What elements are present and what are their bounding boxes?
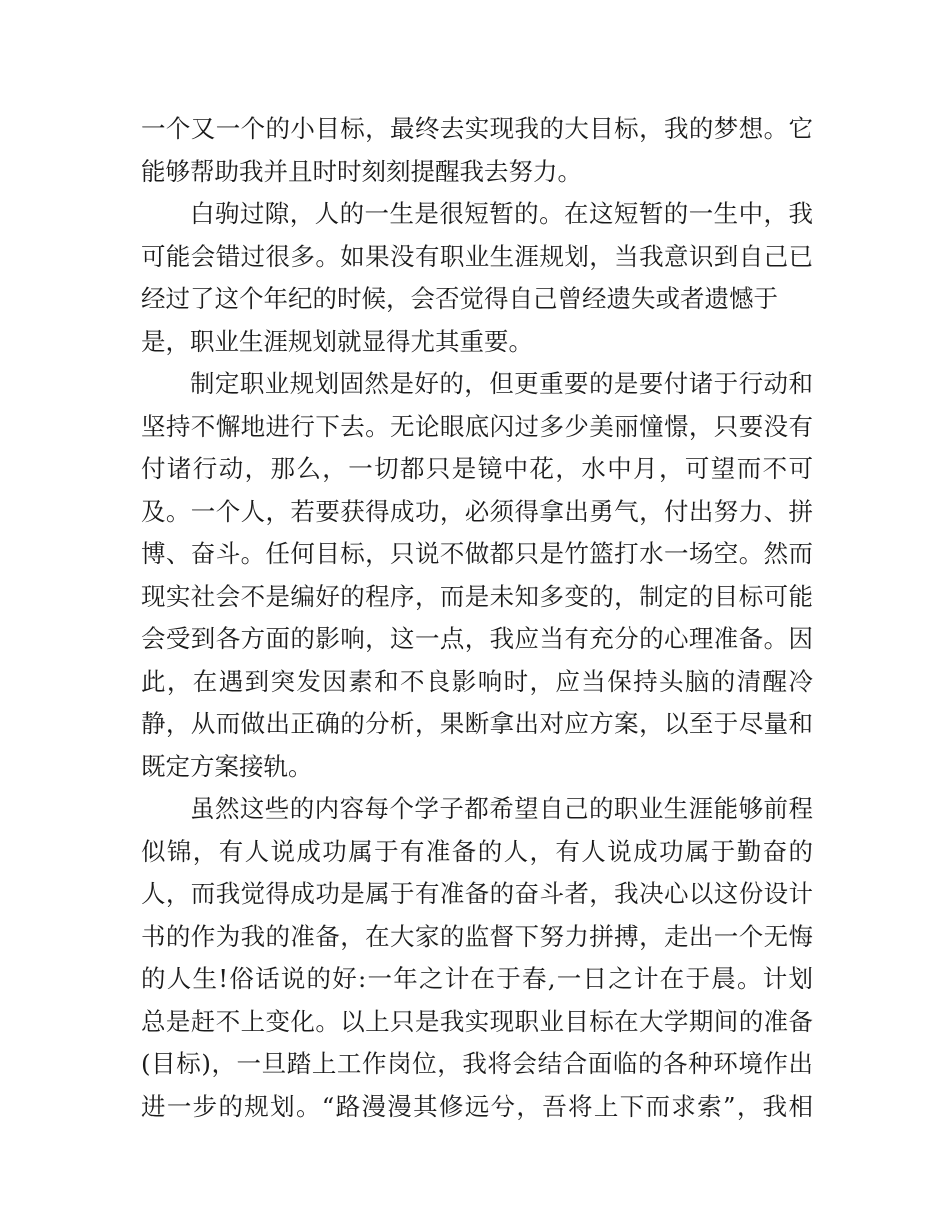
- text-line: 此，在遇到突发因素和不良影响时，应当保持头脑的清醒冷: [141, 666, 813, 696]
- text-line: 可能会错过很多。如果没有职业生涯规划，当我意识到自己已: [141, 241, 813, 271]
- text-line: 人，而我觉得成功是属于有准备的奋斗者，我决心以这份设计: [141, 879, 813, 908]
- text-line: (目标)，一旦踏上工作岗位，我将会结合面临的各种环境作出: [141, 1049, 813, 1078]
- text-line: 虽然这些的内容每个学子都希望自己的职业生涯能够前程: [190, 794, 813, 823]
- document-body: [141, 108, 813, 1128]
- text-line: 静，从而做出正确的分析，果断拿出对应方案，以至于尽量和: [141, 709, 813, 738]
- text-line: 白驹过隙，人的一生是很短暂的。在这短暂的一生中，我: [190, 199, 813, 228]
- text-line: 现实社会不是编好的程序，而是未知多变的，制定的目标可能: [141, 581, 813, 611]
- text-line: 及。一个人，若要获得成功，必须得拿出勇气，付出努力、拼: [141, 496, 813, 526]
- text-line: 似锦，有人说成功属于有准备的人，有人说成功属于勤奋的: [141, 836, 813, 866]
- text-line: 坚持不懈地进行下去。无论眼底闪过多少美丽憧憬，只要没有: [141, 411, 813, 441]
- text-line: 进一步的规划。“路漫漫其修远兮，吾将上下而求索”，我相: [141, 1091, 813, 1121]
- text-line: 经过了这个年纪的时候，会否觉得自己曾经遗失或者遗憾于: [141, 284, 778, 313]
- text-line: 制定职业规划固然是好的，但更重要的是要付诸于行动和: [190, 369, 813, 398]
- text-line: 博、奋斗。任何目标，只说不做都只是竹篮打水一场空。然而: [141, 539, 813, 568]
- text-line: 既定方案接轨。: [141, 751, 313, 781]
- text-line: 会受到各方面的影响，这一点，我应当有充分的心理准备。因: [141, 624, 813, 653]
- text-line: 总是赶不上变化。以上只是我实现职业目标在大学期间的准备: [141, 1006, 813, 1036]
- text-line: 能够帮助我并且时时刻刻提醒我去努力。: [141, 156, 582, 186]
- text-line: 是，职业生涯规划就显得尤其重要。: [141, 326, 533, 356]
- text-line: 一个又一个的小目标，最终去实现我的大目标，我的梦想。它: [141, 114, 813, 143]
- text-line: 的人生!俗话说的好:一年之计在于春,一日之计在于晨。计划: [141, 964, 813, 993]
- text-line: 书的作为我的准备，在大家的监督下努力拼搏，走出一个无悔: [141, 921, 813, 951]
- text-line: 付诸行动，那么，一切都只是镜中花，水中月，可望而不可: [141, 454, 813, 483]
